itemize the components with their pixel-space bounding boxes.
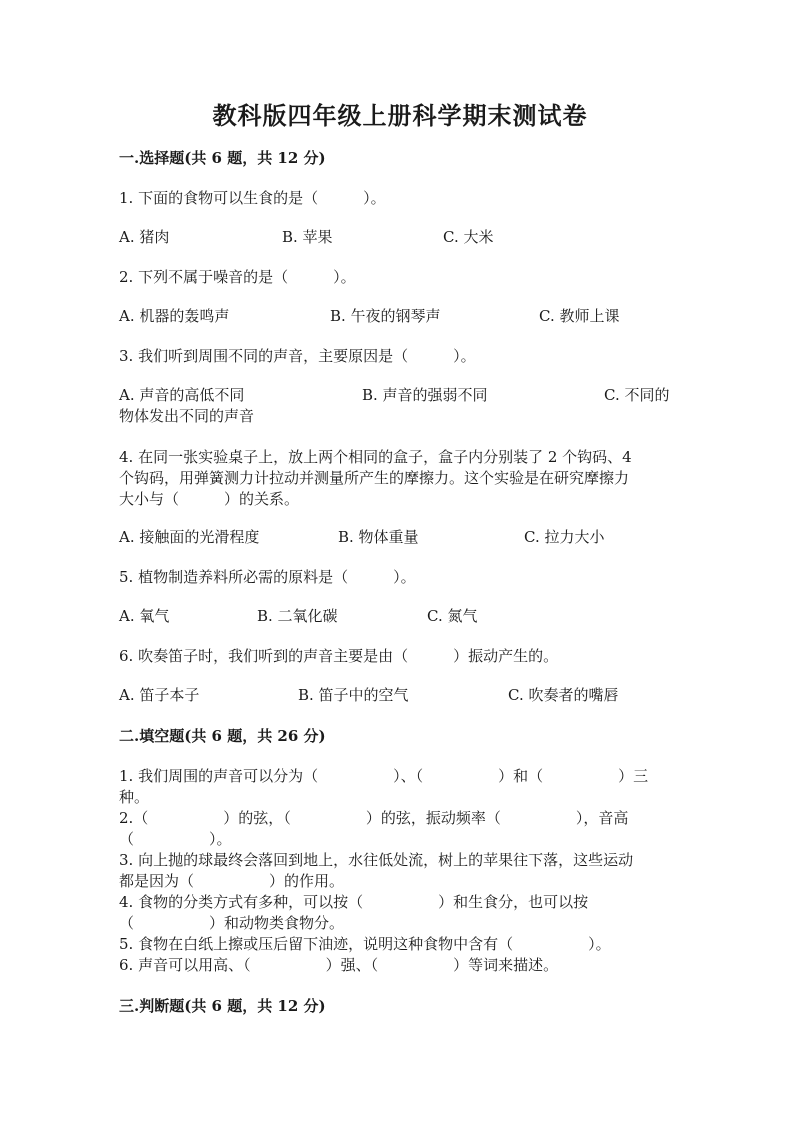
question-5-option-c: C. 氮气 xyxy=(427,607,478,625)
section-heading-true-false: 三.判断题(共 6 题，共 12 分) xyxy=(119,997,326,1015)
fill-question-3-line-2: 都是因为（ ）的作用。 xyxy=(119,872,345,890)
question-4-option-a: A. 接触面的光滑程度 xyxy=(119,528,260,546)
question-2-option-a: A. 机器的轰鸣声 xyxy=(119,307,230,325)
question-5-stem: 5. 植物制造养料所必需的原料是（ ）。 xyxy=(119,568,416,586)
question-3-option-a: A. 声音的高低不同 xyxy=(119,386,245,404)
question-1-stem: 1. 下面的食物可以生食的是（ ）。 xyxy=(119,189,386,207)
question-1-option-b: B. 苹果 xyxy=(282,228,333,246)
question-4-stem-line-2: 个钩码，用弹簧测力计拉动并测量所产生的摩擦力。这个实验是在研究摩擦力 xyxy=(119,469,630,487)
fill-question-5: 5. 食物在白纸上擦或压后留下油迹，说明这种食物中含有（ ）。 xyxy=(119,935,611,953)
fill-question-4-line-2: （ ）和动物类食物分。 xyxy=(119,914,345,932)
exam-title: 教科版四年级上册科学期末测试卷 xyxy=(212,101,588,130)
question-3-stem: 3. 我们听到周围不同的声音，主要原因是（ ）。 xyxy=(119,347,476,365)
question-4-option-c: C. 拉力大小 xyxy=(524,528,605,546)
section-heading-fill-blank: 二.填空题(共 6 题，共 26 分) xyxy=(119,727,326,745)
question-4-stem-line-3: 大小与（ ）的关系。 xyxy=(119,490,300,508)
fill-question-4-line-1: 4. 食物的分类方式有多种，可以按（ ）和生食分，也可以按 xyxy=(119,893,589,911)
question-3-option-b: B. 声音的强弱不同 xyxy=(362,386,488,404)
question-5-option-b: B. 二氧化碳 xyxy=(257,607,338,625)
question-2-option-b: B. 午夜的钢琴声 xyxy=(330,307,441,325)
section-heading-choice: 一.选择题(共 6 题，共 12 分) xyxy=(119,149,326,167)
question-1-option-c: C. 大米 xyxy=(443,228,494,246)
question-1-option-a: A. 猪肉 xyxy=(119,228,170,246)
fill-question-3-line-1: 3. 向上抛的球最终会落回到地上，水往低处流，树上的苹果往下落，这些运动 xyxy=(119,851,634,869)
fill-question-2-line-1: 2.（ ）的弦，（ ）的弦，振动频率（ ），音高 xyxy=(119,809,629,827)
fill-question-1-line-1: 1. 我们周围的声音可以分为（ ）、（ ）和（ ）三 xyxy=(119,767,649,785)
question-6-stem: 6. 吹奏笛子时，我们听到的声音主要是由（ ）振动产生的。 xyxy=(119,647,559,665)
question-4-stem-line-1: 4. 在同一张实验桌子上，放上两个相同的盒子，盒子内分别装了 2 个钩码、4 xyxy=(119,448,632,466)
question-5-option-a: A. 氧气 xyxy=(119,607,170,625)
question-6-option-b: B. 笛子中的空气 xyxy=(298,686,409,704)
fill-question-1-line-2: 种。 xyxy=(119,788,150,806)
question-2-option-c: C. 教师上课 xyxy=(539,307,620,325)
fill-question-6: 6. 声音可以用高、（ ）强、（ ）等词来描述。 xyxy=(119,956,559,974)
question-3-option-c: C. 不同的 xyxy=(604,386,670,404)
question-6-option-c: C. 吹奏者的嘴唇 xyxy=(508,686,619,704)
fill-question-2-line-2: （ ）。 xyxy=(119,830,232,848)
question-6-option-a: A. 笛子本子 xyxy=(119,686,200,704)
question-2-stem: 2. 下列不属于噪音的是（ ）。 xyxy=(119,268,356,286)
question-3-option-c-continued: 物体发出不同的声音 xyxy=(119,407,255,425)
question-4-option-b: B. 物体重量 xyxy=(338,528,419,546)
